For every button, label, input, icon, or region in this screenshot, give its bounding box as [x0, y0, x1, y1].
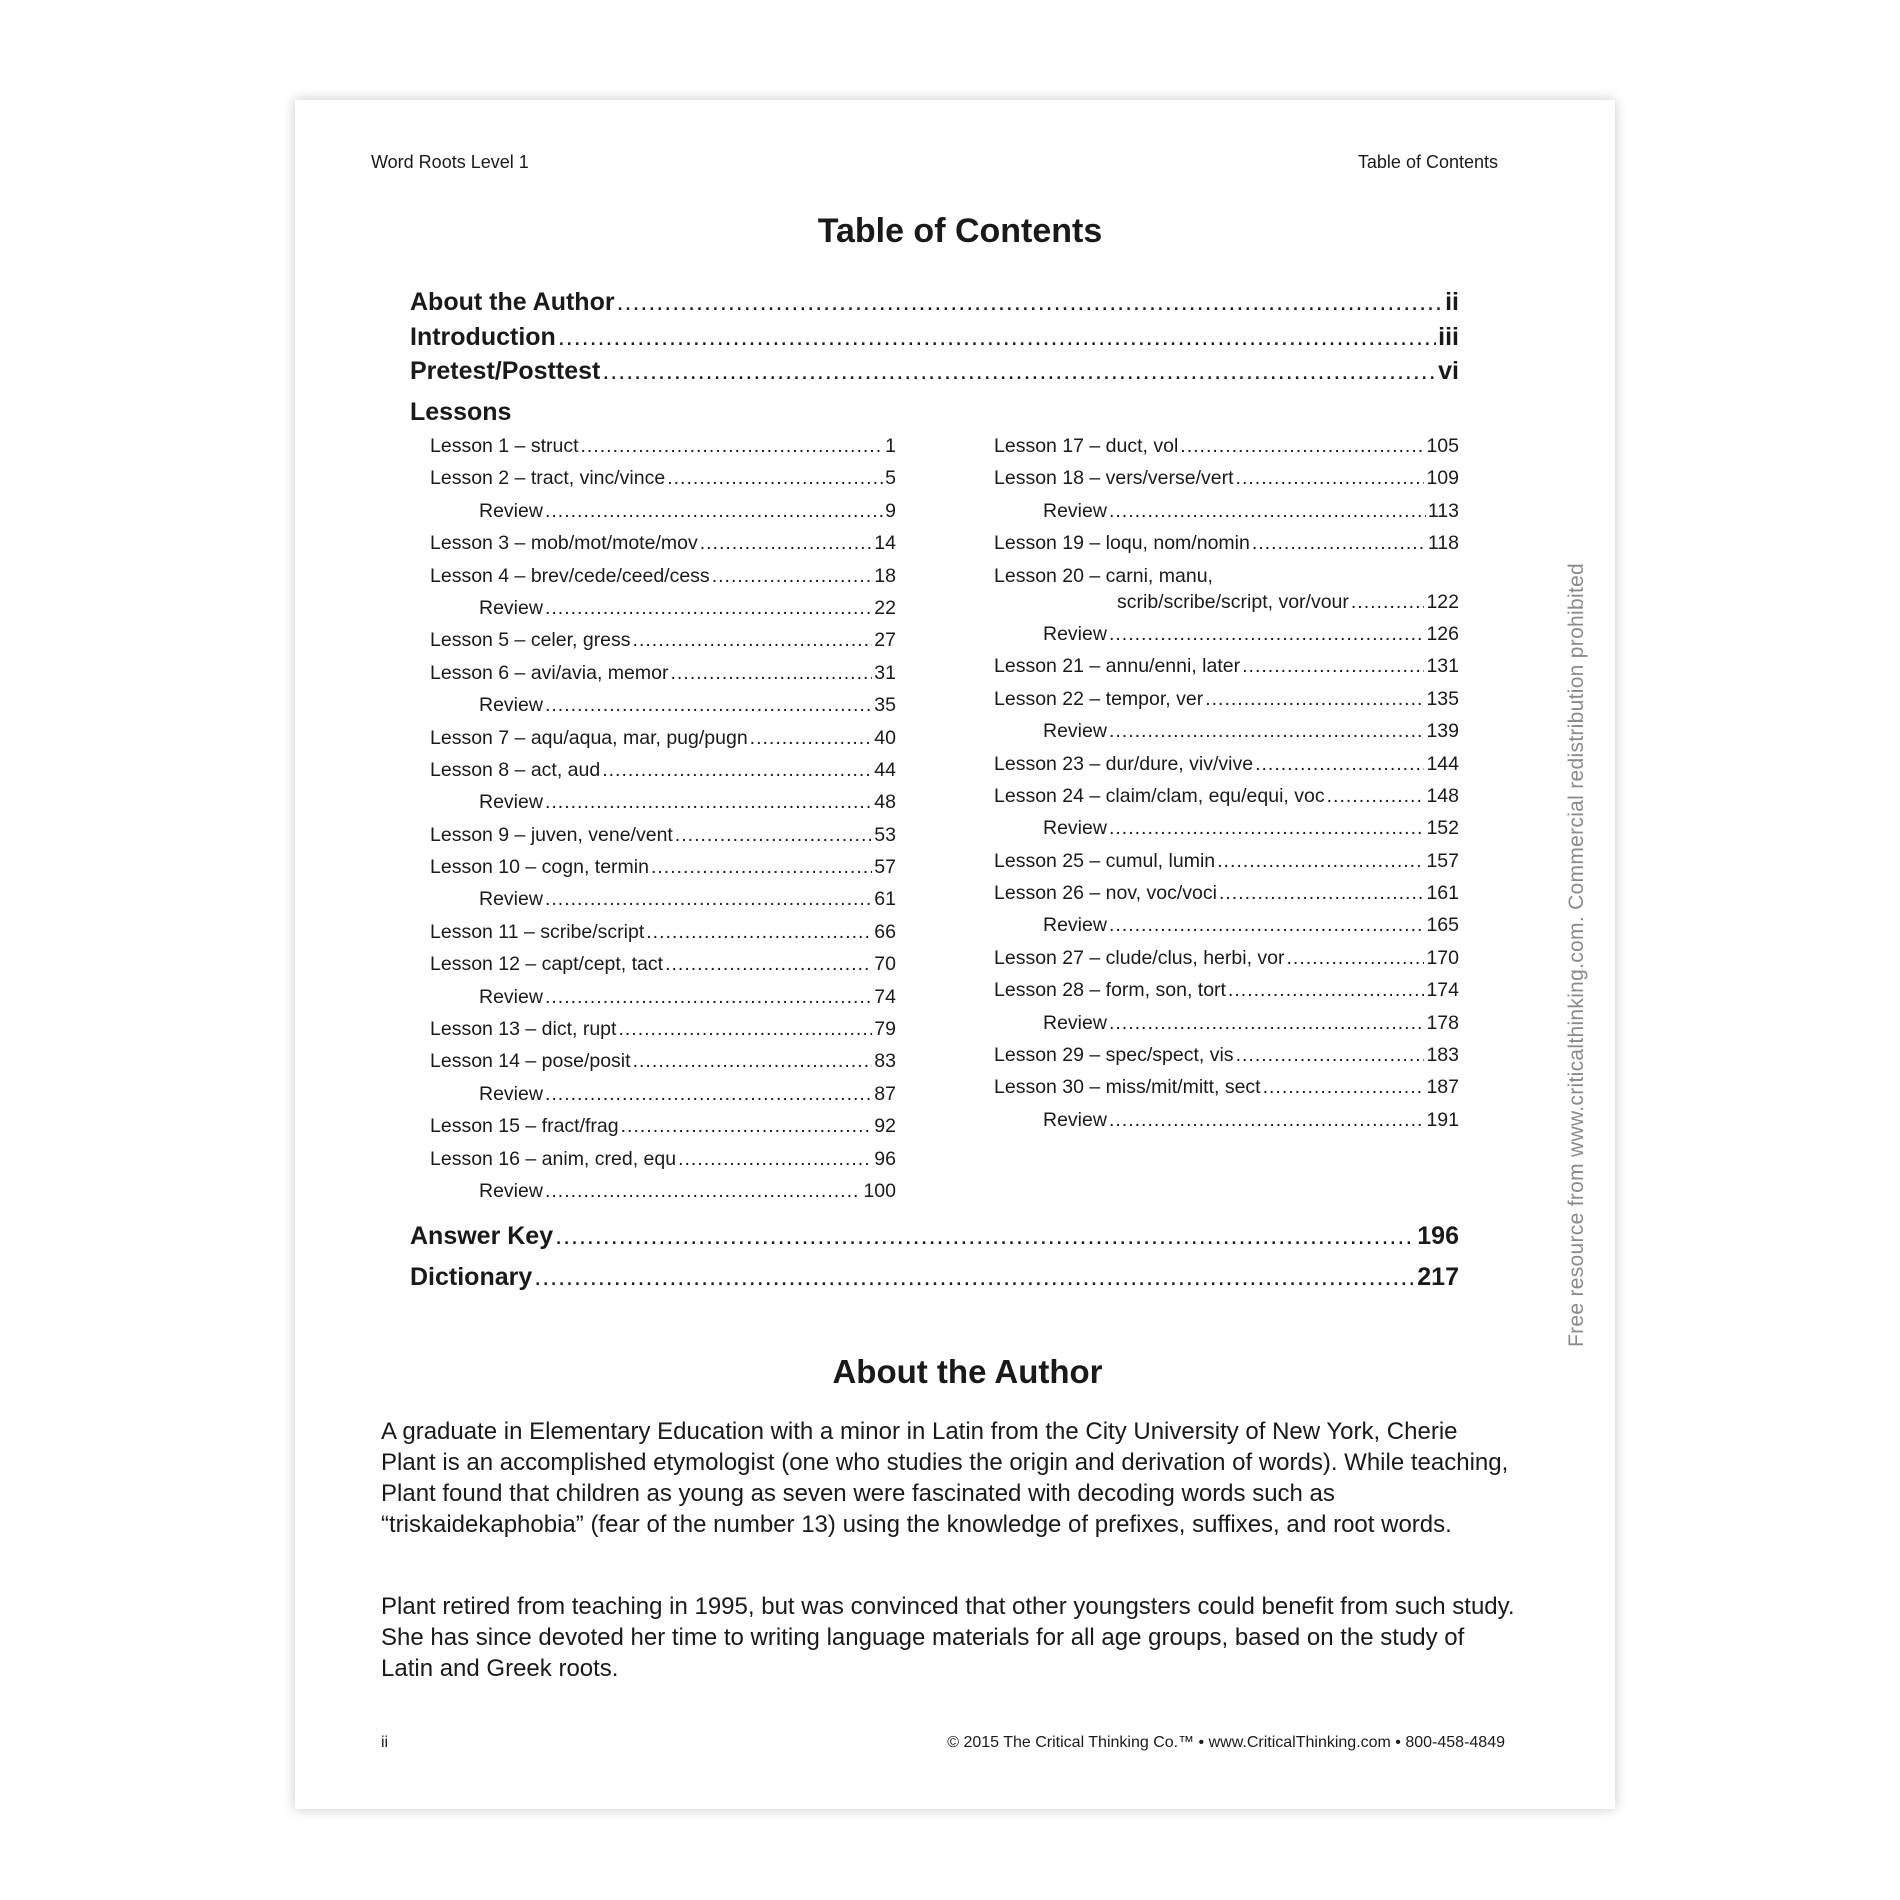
toc-entry[interactable]: [430, 532, 896, 564]
dot-leader: [1242, 655, 1424, 678]
footer-page-number: ii: [381, 1734, 389, 1751]
toc-entry-label: Lesson 3 – mob/mot/mote/mov: [430, 532, 698, 555]
toc-entry-label: Review: [479, 596, 543, 619]
toc-entry[interactable]: [994, 1076, 1459, 1108]
toc-entry[interactable]: [430, 856, 896, 888]
toc-entry-page: 183: [1426, 1044, 1459, 1067]
toc-entry-page: 27: [874, 629, 896, 652]
toc-entry[interactable]: [994, 882, 1459, 914]
toc-entry[interactable]: [430, 435, 896, 467]
toc-entry[interactable]: [994, 467, 1459, 499]
dot-leader: [545, 888, 872, 911]
dot-leader: [581, 435, 884, 458]
dot-leader: [545, 1180, 862, 1203]
toc-entry-label: Lesson 12 – capt/cept, tact: [430, 953, 664, 976]
toc-entry-page: 40: [874, 726, 896, 749]
toc-entry-label: Lesson 10 – cogn, termin: [430, 856, 649, 879]
toc-entry[interactable]: [430, 1148, 896, 1180]
toc-entry[interactable]: [430, 1180, 896, 1212]
toc-entry-page: 217: [1417, 1263, 1459, 1291]
toc-entry-label: Lesson 27 – clude/clus, herbi, vor: [994, 946, 1285, 969]
dot-leader: [667, 467, 883, 490]
toc-entry-label: Answer Key: [410, 1222, 554, 1250]
dot-leader: [750, 727, 873, 750]
toc-entry[interactable]: [994, 1109, 1459, 1141]
toc-entry-label: Lesson 28 – form, son, tort: [994, 979, 1226, 1002]
dot-leader: [700, 532, 873, 555]
toc-entry-label: Review: [1043, 817, 1107, 840]
toc-entry-label: Lesson 17 – duct, vol: [994, 435, 1179, 457]
toc-entry-page: 74: [874, 985, 896, 1008]
dot-leader: [545, 791, 872, 814]
dot-leader: [1236, 1044, 1425, 1067]
toc-entry[interactable]: [994, 785, 1459, 817]
dot-leader: [712, 565, 873, 588]
toc-entry-page: 148: [1426, 784, 1459, 807]
toc-entry-page: 118: [1427, 532, 1459, 555]
toc-entry[interactable]: [994, 500, 1459, 532]
toc-entry-page: 96: [874, 1147, 896, 1170]
dot-leader: [670, 662, 872, 685]
document-page: [295, 100, 1615, 1809]
toc-entry-page: 9: [885, 499, 896, 522]
toc-entry-label: Lesson 14 – pose/posit: [430, 1050, 631, 1073]
dot-leader: [1287, 947, 1425, 970]
toc-entry-page: ii: [1445, 288, 1459, 316]
dot-leader: [1327, 785, 1425, 808]
toc-entry[interactable]: [430, 500, 896, 532]
running-header-right: Table of Contents: [1357, 152, 1498, 172]
toc-entry[interactable]: [410, 323, 1459, 357]
toc-entry[interactable]: [430, 565, 896, 597]
toc-entry[interactable]: [430, 597, 896, 629]
toc-entry-page: 14: [874, 532, 896, 555]
toc-entry-page: 44: [874, 758, 896, 781]
dot-leader: [602, 759, 872, 782]
toc-entry-page: 1: [885, 435, 896, 457]
toc-entry-page: 170: [1426, 946, 1459, 969]
dot-leader: [1109, 1012, 1425, 1035]
toc-entry[interactable]: [430, 921, 896, 953]
toc-entry-label: Lesson 24 – claim/clam, equ/equi, voc: [994, 784, 1325, 807]
toc-entry-label: Introduction: [410, 323, 556, 351]
toc-entry-label: Lesson 29 – spec/spect, vis: [994, 1044, 1234, 1067]
dot-leader: [555, 1222, 1415, 1251]
toc-entry-page: 131: [1426, 655, 1459, 678]
lessons-heading: Lessons: [410, 398, 512, 426]
toc-entry[interactable]: [430, 888, 896, 920]
toc-entry-label: Review: [479, 694, 543, 717]
toc-entry[interactable]: [410, 357, 1459, 391]
dot-leader: [1228, 979, 1425, 1002]
toc-entry-label: Review: [479, 791, 543, 814]
toc-entry-page: 187: [1426, 1076, 1459, 1099]
dot-leader: [1236, 467, 1425, 490]
toc-entry[interactable]: [430, 1018, 896, 1050]
dot-leader: [1180, 435, 1424, 458]
toc-entry-label: Pretest/Posttest: [410, 357, 601, 385]
toc-entry-label: Review: [479, 1179, 543, 1202]
dot-leader: [1255, 753, 1424, 776]
toc-entry-page: 113: [1427, 499, 1459, 522]
toc-entry[interactable]: [994, 435, 1459, 467]
toc-entry-page: 61: [874, 888, 896, 911]
toc-entry-label: Review: [479, 985, 543, 1008]
toc-entry[interactable]: [994, 720, 1459, 752]
toc-entry-label: Lesson 18 – vers/verse/vert: [994, 467, 1234, 490]
toc-entry-page: 122: [1426, 590, 1459, 613]
page-title: Table of Contents: [817, 212, 1103, 250]
toc-entry[interactable]: [994, 817, 1459, 849]
toc-entry-page: 83: [874, 1050, 896, 1073]
toc-entry-label: Lesson 13 – dict, rupt: [430, 1018, 617, 1041]
toc-entry[interactable]: [430, 791, 896, 823]
toc-entry-label: Lesson 4 – brev/cede/ceed/cess: [430, 564, 710, 587]
toc-entry-label: Lesson 1 – struct: [430, 435, 579, 457]
toc-entry-page: 178: [1426, 1011, 1459, 1034]
toc-entry-page: 57: [874, 856, 896, 879]
dot-leader: [665, 953, 872, 976]
toc-entry[interactable]: [430, 727, 896, 759]
dot-leader: [617, 288, 1444, 317]
dot-leader: [1219, 882, 1425, 905]
toc-entry-label-continuation: scrib/scribe/script, vor/vour: [1117, 590, 1349, 613]
toc-entry[interactable]: [994, 623, 1459, 655]
toc-entry-label: Lesson 2 – tract, vinc/vince: [430, 467, 666, 490]
toc-entry-label: Review: [479, 888, 543, 911]
toc-entry-label: Review: [479, 1082, 543, 1105]
toc-entry-page: 161: [1426, 882, 1459, 905]
toc-entry-label: Lesson 30 – miss/mit/mitt, sect: [994, 1076, 1261, 1099]
toc-entry-label: Lesson 26 – nov, voc/voci: [994, 882, 1217, 905]
toc-entry-page: iii: [1438, 323, 1459, 351]
toc-entry-label: Lesson 16 – anim, cred, equ: [430, 1147, 677, 1170]
toc-entry[interactable]: [430, 1083, 896, 1115]
toc-entry[interactable]: [430, 759, 896, 791]
dot-leader: [1109, 817, 1425, 840]
footer-copyright: © 2015 The Critical Thinking Co.™ • www.CriticalThinking.com • 800-458-4849: [947, 1734, 1505, 1751]
toc-entry-label: Lesson 22 – tempor, ver: [994, 687, 1204, 710]
toc-entry-page: 135: [1426, 687, 1459, 710]
toc-entry-page: 5: [885, 467, 896, 490]
toc-entry[interactable]: [430, 467, 896, 499]
toc-entry-page: 18: [874, 564, 896, 587]
toc-entry[interactable]: [410, 1263, 1459, 1297]
toc-entry[interactable]: [430, 986, 896, 1018]
toc-entry-label: Review: [1043, 1108, 1107, 1131]
toc-entry-label: Lesson 7 – aqu/aqua, mar, pug/pugn: [430, 726, 748, 749]
toc-entry-page: 35: [874, 694, 896, 717]
toc-entry-label: Review: [1043, 499, 1107, 522]
dot-leader: [633, 1050, 873, 1073]
toc-entry-label: Review: [1043, 622, 1107, 645]
toc-entry-label: About the Author: [410, 288, 615, 316]
about-author-heading: About the Author: [832, 1353, 1103, 1390]
toc-entry-page: 53: [874, 823, 896, 846]
toc-entry[interactable]: [430, 629, 896, 661]
dot-leader: [1109, 914, 1425, 937]
toc-entry[interactable]: [994, 914, 1459, 946]
toc-entry[interactable]: [994, 591, 1459, 623]
watermark: Free resource from www.criticalthinking.com. Commercial redistribution prohibited: [1565, 562, 1588, 1348]
toc-entry-page: 196: [1417, 1222, 1459, 1250]
toc-entry-page: 139: [1426, 720, 1459, 743]
toc-entry[interactable]: [994, 850, 1459, 882]
toc-entry[interactable]: [430, 694, 896, 726]
toc-entry-label: Review: [1043, 720, 1107, 743]
toc-entry-label: Review: [479, 499, 543, 522]
toc-entry-page: 70: [874, 953, 896, 976]
toc-entry[interactable]: [430, 1115, 896, 1147]
running-header-left: Word Roots Level 1: [371, 152, 529, 172]
toc-entry-first-line[interactable]: [994, 565, 1459, 591]
toc-entry-page: 109: [1426, 467, 1459, 490]
dot-leader: [646, 921, 872, 944]
dot-leader: [545, 500, 883, 523]
dot-leader: [1109, 500, 1426, 523]
dot-leader: [1252, 532, 1426, 555]
toc-entry-page: vi: [1438, 357, 1459, 385]
toc-entry-page: 126: [1426, 622, 1459, 645]
toc-entry-page: 66: [874, 920, 896, 943]
dot-leader: [675, 824, 872, 847]
toc-entry-label: Lesson 9 – juven, vene/vent: [430, 823, 673, 846]
toc-entry-label: Review: [1043, 914, 1107, 937]
toc-entry-label: Lesson 21 – annu/enni, later: [994, 655, 1241, 678]
dot-leader: [633, 629, 873, 652]
toc-entry[interactable]: [994, 947, 1459, 979]
toc-entry[interactable]: [430, 953, 896, 985]
toc-entry-page: 79: [874, 1018, 896, 1041]
toc-entry-label: Lesson 25 – cumul, lumin: [994, 849, 1216, 872]
dot-leader: [1263, 1076, 1425, 1099]
toc-entry-label: Lesson 19 – loqu, nom/nomin: [994, 532, 1250, 555]
dot-leader: [545, 1083, 872, 1106]
toc-entry-page: 191: [1426, 1108, 1459, 1131]
toc-entry[interactable]: [410, 288, 1459, 322]
dot-leader: [545, 986, 872, 1009]
toc-right-column: [994, 435, 1459, 1141]
dot-leader: [1109, 720, 1425, 743]
toc-entry-page: 144: [1426, 752, 1459, 775]
dot-leader: [534, 1263, 1415, 1292]
dot-leader: [545, 694, 872, 717]
toc-entry-label: Dictionary: [410, 1263, 533, 1291]
dot-leader: [1205, 688, 1424, 711]
toc-entry-label: Lesson 11 – scribe/script: [430, 920, 645, 943]
toc-entry-page: 92: [874, 1115, 896, 1138]
toc-entry-page: 22: [874, 596, 896, 619]
toc-left-column: [430, 435, 896, 1212]
dot-leader: [678, 1148, 872, 1171]
toc-entry-page: 152: [1426, 817, 1459, 840]
dot-leader: [1109, 623, 1425, 646]
toc-entry-label: Lesson 23 – dur/dure, viv/vive: [994, 752, 1254, 775]
dot-leader: [602, 357, 1436, 386]
dot-leader: [545, 597, 872, 620]
dot-leader: [1351, 591, 1425, 614]
dot-leader: [558, 323, 1436, 352]
dot-leader: [621, 1115, 873, 1138]
toc-entry[interactable]: [994, 753, 1459, 785]
toc-entry-page: 87: [874, 1082, 896, 1105]
toc-entry-page: 165: [1426, 914, 1459, 937]
toc-entry[interactable]: [994, 979, 1459, 1011]
toc-entry-page: 105: [1426, 435, 1459, 457]
toc-entry[interactable]: [994, 1044, 1459, 1076]
toc-entry-label: Lesson 5 – celer, gress: [430, 629, 631, 652]
dot-leader: [651, 856, 872, 879]
toc-entry-label: Lesson 15 – fract/frag: [430, 1115, 619, 1138]
dot-leader: [1217, 850, 1424, 873]
about-paragraph-1: A graduate in Elementary Education with a minor in Latin from the City University of New York, Cherie Plant is an accomplished etymologist (one who studies the origin and derivation of words). While teaching, Plant found that children as young as seven were fascinated with decoding words such as “triskaidekaphobia” (fear of the number 13) using the knowledge of prefixes, suffixes, and root words.: [381, 1418, 1509, 1538]
toc-entry[interactable]: [994, 1012, 1459, 1044]
toc-entry[interactable]: [430, 662, 896, 694]
toc-entry[interactable]: [994, 688, 1459, 720]
toc-entry-page: 100: [863, 1179, 896, 1202]
toc-entry-page: 174: [1426, 979, 1459, 1002]
toc-entry-page: 31: [874, 661, 896, 684]
toc-entry-label: Lesson 6 – avi/avia, memor: [430, 661, 669, 684]
dot-leader: [1109, 1109, 1425, 1132]
toc-entry-page: 157: [1426, 849, 1459, 872]
toc-entry[interactable]: [430, 824, 896, 856]
toc-entry[interactable]: [994, 532, 1459, 564]
toc-entry-label: Review: [1043, 1011, 1107, 1034]
toc-entry[interactable]: [430, 1050, 896, 1082]
toc-entry-label: Lesson 20 – carni, manu,: [994, 564, 1213, 587]
toc-entry[interactable]: [410, 1222, 1459, 1256]
dot-leader: [618, 1018, 872, 1041]
toc-entry[interactable]: [994, 655, 1459, 687]
about-paragraph-2: Plant retired from teaching in 1995, but was convinced that other youngsters could benefit from such study. She has since devoted her time to writing language materials for all age groups, based on the study of Latin and Greek roots.: [381, 1593, 1515, 1682]
toc-entry-label: Lesson 8 – act, aud: [430, 758, 601, 781]
toc-entry-page: 48: [874, 791, 896, 814]
